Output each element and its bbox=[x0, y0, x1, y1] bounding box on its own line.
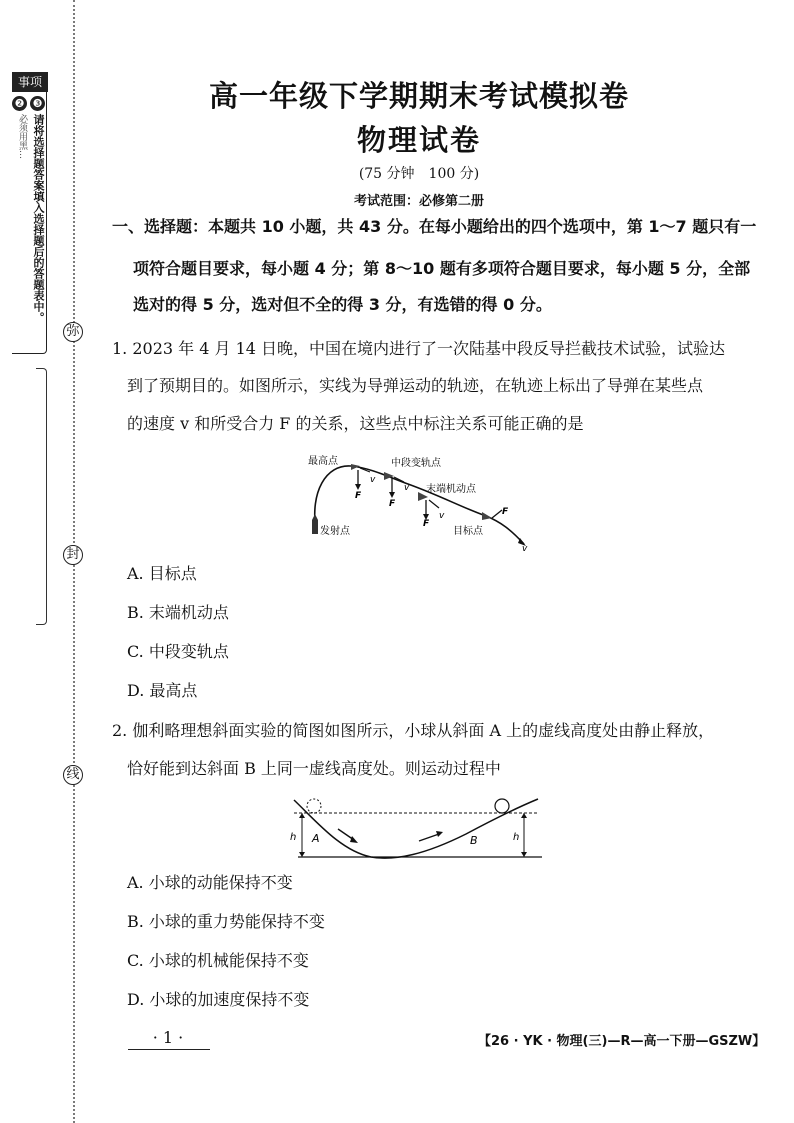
force-arrow-target bbox=[492, 510, 502, 518]
seal-char-feng: 封 bbox=[63, 545, 83, 565]
label-v-4: v bbox=[522, 544, 528, 554]
label-target: 目标点 bbox=[453, 526, 483, 537]
page-number-underline bbox=[128, 1049, 210, 1050]
label-slope-b: B bbox=[470, 834, 478, 847]
q2-option-a: A. 小球的动能保持不变 bbox=[127, 873, 293, 892]
section1-line2: 项符合题目要求，每小题 4 分；第 8～10 题有多项符合题目要求，每小题 5 分，全部 bbox=[133, 259, 751, 278]
ball-initial-dashed bbox=[307, 799, 321, 813]
q1-option-c: C. 中段变轨点 bbox=[127, 642, 229, 661]
q1-option-d: D. 最高点 bbox=[127, 681, 198, 700]
notice-header: 事项 bbox=[12, 72, 48, 92]
notice-number-2: ❷ bbox=[12, 96, 27, 111]
seal-char-xian: 线 bbox=[63, 765, 83, 785]
q1-line1: 1. 2023 年 4 月 14 日晚，中国在境内进行了一次陆基中段反导拦截技术试验，试验达 bbox=[112, 339, 726, 358]
notice-text: 请将选择题答案填入选择题后的答题表中。 bbox=[32, 114, 45, 323]
label-terminal: 末端机动点 bbox=[426, 484, 476, 495]
q1-line3: 的速度 v 和所受合力 F 的关系，这些点中标注关系可能正确的是 bbox=[127, 414, 584, 433]
label-v-2: v bbox=[404, 483, 410, 493]
exam-title: 高一年级下学期期末考试模拟卷 bbox=[208, 79, 629, 113]
seal-char-mi: 弥 bbox=[63, 322, 83, 342]
label-v-1: v bbox=[370, 475, 376, 485]
section1-line3: 选对的得 5 分，选对但不全的得 3 分，有选错的得 0 分。 bbox=[133, 295, 552, 314]
label-F-2: F bbox=[389, 499, 396, 509]
notice-number-3: ❸ bbox=[30, 96, 45, 111]
label-F-3: F bbox=[423, 519, 430, 529]
label-v-3: v bbox=[439, 511, 445, 521]
galileo-slope-figure bbox=[286, 796, 548, 862]
margin-bracket bbox=[36, 368, 47, 625]
page-number: · 1 · bbox=[152, 1028, 184, 1047]
velocity-arrow-terminal bbox=[429, 500, 439, 508]
exam-range: 考试范围：必修第二册 bbox=[353, 194, 484, 209]
q2-option-d: D. 小球的加速度保持不变 bbox=[127, 990, 310, 1009]
paper-code: 【26 · YK · 物理(三)—R—高一下册—GSZW】 bbox=[478, 1034, 766, 1049]
label-F-1: F bbox=[355, 491, 362, 501]
label-midcourse: 中段变轨点 bbox=[391, 458, 441, 469]
exam-meta: (75 分钟 100 分) bbox=[358, 166, 480, 182]
label-launch: 发射点 bbox=[320, 526, 350, 537]
ball-final bbox=[495, 799, 509, 813]
q2-line2: 恰好能到达斜面 B 上同一虚线高度处。则运动过程中 bbox=[127, 759, 501, 778]
label-highest: 最高点 bbox=[308, 456, 338, 467]
label-F-4: F bbox=[502, 507, 509, 517]
launch-missile-icon bbox=[312, 514, 318, 534]
q2-option-b: B. 小球的重力势能保持不变 bbox=[127, 912, 325, 931]
notice-text-2: 必须用黑… bbox=[17, 114, 27, 159]
label-h-right: h bbox=[513, 832, 520, 843]
q2-line1: 2. 伽利略理想斜面实验的简图如图所示，小球从斜面 A 上的虚线高度处由静止释放， bbox=[112, 721, 715, 740]
label-h-left: h bbox=[290, 832, 297, 843]
label-slope-a: A bbox=[312, 832, 320, 845]
q1-line2: 到了预期目的。如图所示，实线为导弹运动的轨迹，在轨迹上标出了导弹在某些点 bbox=[127, 376, 704, 395]
section1-line1: 一、选择题：本题共 10 小题，共 43 分。在每小题给出的四个选项中，第 1～7 题只有一 bbox=[112, 217, 757, 236]
motion-arrow-up bbox=[419, 834, 439, 841]
q1-option-a: A. 目标点 bbox=[127, 564, 197, 583]
subject-title: 物理试卷 bbox=[356, 123, 481, 157]
q1-option-b: B. 末端机动点 bbox=[127, 603, 229, 622]
missile-trajectory-figure bbox=[296, 452, 536, 557]
q2-option-c: C. 小球的机械能保持不变 bbox=[127, 951, 309, 970]
